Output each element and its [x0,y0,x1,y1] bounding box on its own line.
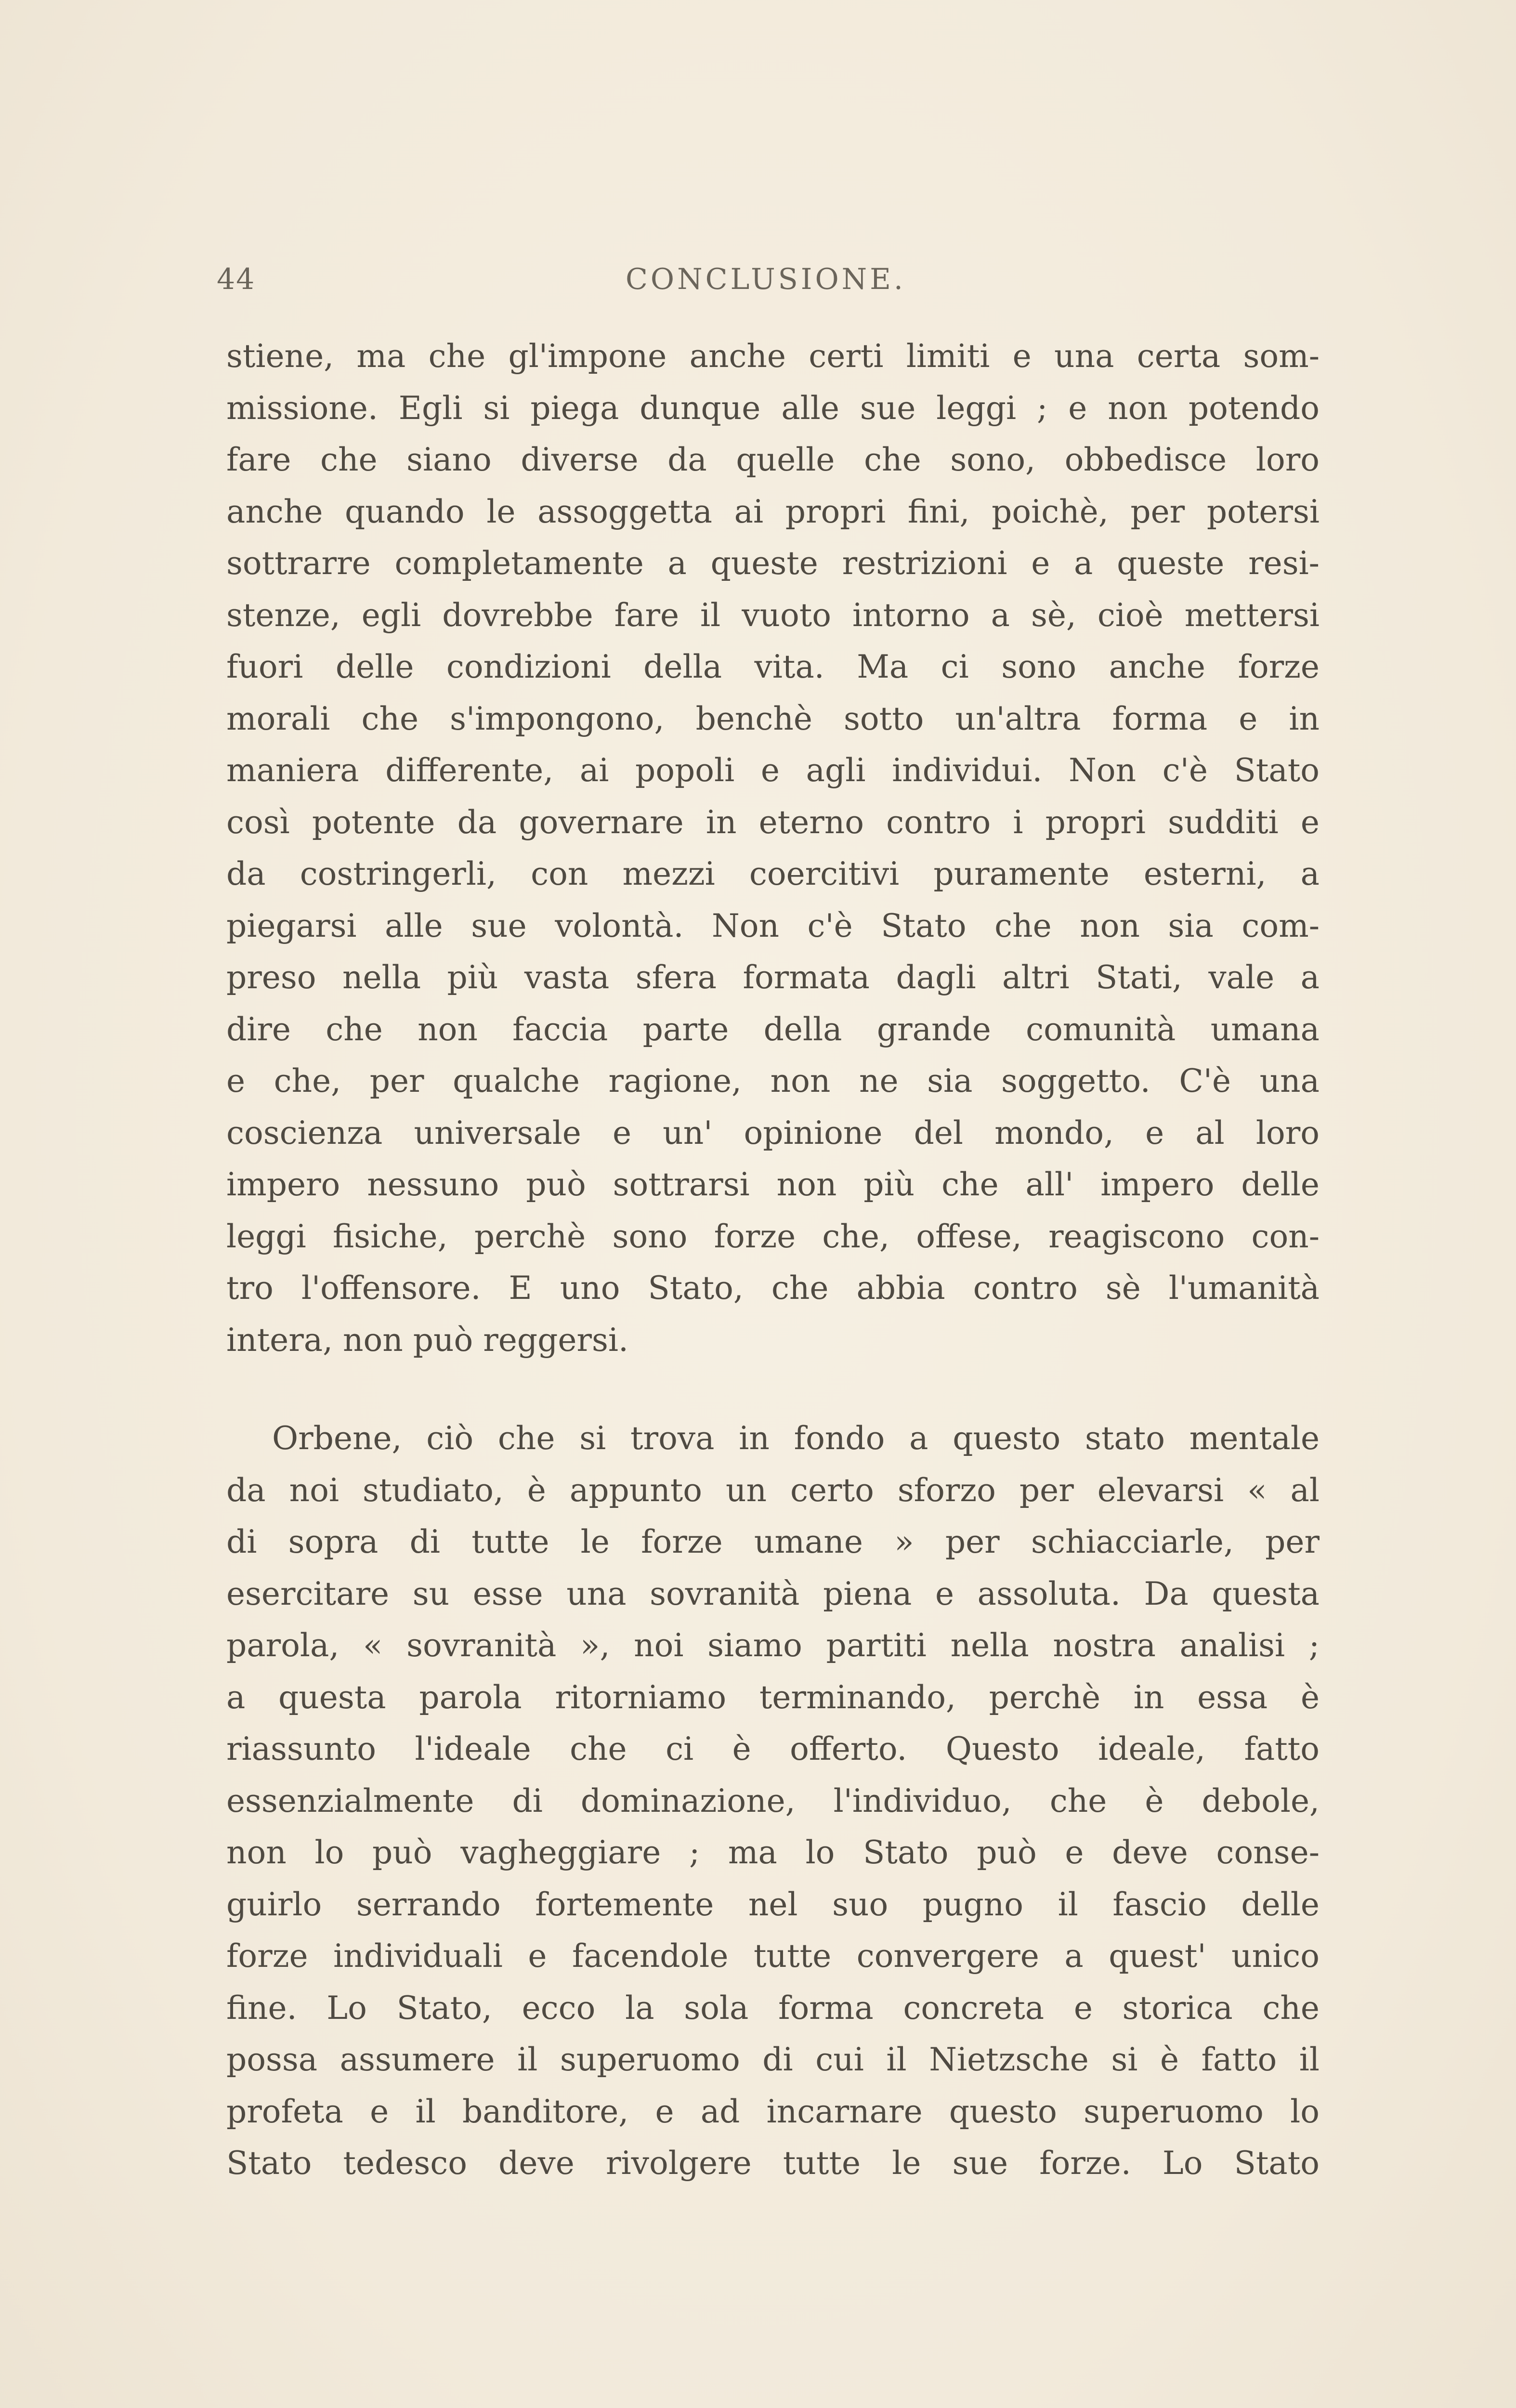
text-line: guirlo serrando fortemente nel suo pugno il fascio delle [226,1885,1320,1923]
text-line: missione. Egli si piega dunque alle sue leggi ; e non potendo [226,389,1320,427]
text-line: così potente da governare in eterno contro i propri sudditi e [226,803,1320,841]
text-line: tro l'offensore. E uno Stato, che abbia contro sè l'umanità [226,1269,1320,1307]
text-line: sottrarre completamente a queste restrizioni e a queste resi- [226,545,1320,582]
text-line: riassunto l'ideale che ci è offerto. Questo ideale, fatto [226,1730,1320,1767]
text-line: di sopra di tutte le forze umane » per schiacciarle, per [226,1523,1320,1560]
text-line: Stato tedesco deve rivolgere tutte le sue forze. Lo Stato [226,2145,1320,2182]
text-line: anche quando le assoggetta ai propri fini, poichè, per potersi [226,493,1320,530]
text-line: e che, per qualche ragione, non ne sia soggetto. C'è una [226,1062,1320,1099]
text-line: fine. Lo Stato, ecco la sola forma concreta e storica che [226,1989,1320,2027]
text-line: parola, « sovranità », noi siamo partiti nella nostra analisi ; [226,1627,1320,1664]
text-line: impero nessuno può sottrarsi non più che all' impero delle [226,1166,1320,1203]
text-line: essenzialmente di dominazione, l'individuo, che è debole, [226,1782,1320,1819]
text-line: da costringerli, con mezzi coercitivi puramente esterni, a [226,855,1320,892]
text-line: morali che s'impongono, benchè sotto un'altra forma e in [226,700,1320,737]
paragraph [226,1413,1320,2189]
paragraph-continued [226,330,1320,1366]
text-line: stenze, egli dovrebbe fare il vuoto intorno a sè, cioè mettersi [226,596,1320,634]
text-line: profeta e il banditore, e ad incarnare questo superuomo lo [226,2093,1320,2130]
text-line: leggi fisiche, perchè sono forze che, offese, reagiscono con- [226,1217,1320,1255]
text-line: forze individuali e facendole tutte convergere a quest' unico [226,1937,1320,1975]
text-line: intera, non può reggersi. [226,1321,628,1359]
text-line: da noi studiato, è appunto un certo sforzo per elevarsi « al [226,1471,1320,1509]
running-title: CONCLUSIONE. [626,262,906,296]
text-line: fare che siano diverse da quelle che sono, obbedisce loro [226,441,1320,478]
page-number: 44 [217,262,256,296]
text-line: fuori delle condizioni della vita. Ma ci sono anche forze [226,648,1320,685]
text-line: Orbene, ciò che si trova in fondo a questo stato mentale [272,1420,1320,1457]
text-line: possa assumere il superuomo di cui il Nietzsche si è fatto il [226,2041,1320,2078]
text-line: dire che non faccia parte della grande comunità umana [226,1010,1320,1048]
text-line: esercitare su esse una sovranità piena e assoluta. Da questa [226,1575,1320,1612]
running-head [217,262,1315,306]
text-line: stiene, ma che gl'impone anche certi limiti e una certa som- [226,338,1320,375]
text-line: a questa parola ritorniamo terminando, perchè in essa è [226,1678,1320,1716]
text-line: non lo può vagheggiare ; ma lo Stato può e deve conse- [226,1834,1320,1871]
text-line: coscienza universale e un' opinione del mondo, e al loro [226,1114,1320,1152]
text-line: piegarsi alle sue volontà. Non c'è Stato che non sia com- [226,907,1320,944]
text-line: preso nella più vasta sfera formata dagli altri Stati, vale a [226,959,1320,996]
text-line: maniera differente, ai popoli e agli individui. Non c'è Stato [226,752,1320,789]
